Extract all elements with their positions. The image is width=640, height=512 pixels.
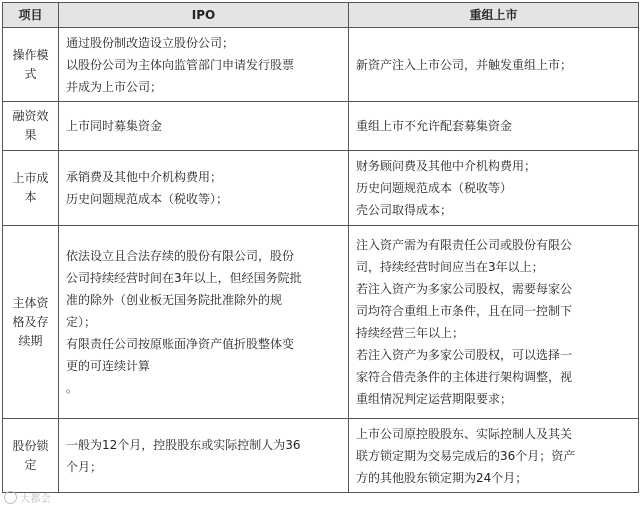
reorg-cell xyxy=(349,151,639,226)
reorg-cell-text xyxy=(356,155,631,221)
row-label-text xyxy=(12,296,48,348)
text-line: 模式 xyxy=(24,47,49,81)
text-line: 定）； xyxy=(66,315,97,329)
text-line: 股份 xyxy=(12,438,37,453)
header-ipo: IPO xyxy=(59,3,349,28)
watermark xyxy=(4,490,52,505)
ipo-cell xyxy=(59,102,349,151)
text-line: 历史问题规范成本（税收等）； xyxy=(66,192,229,206)
comparison-table xyxy=(2,2,639,493)
reorg-cell-text xyxy=(356,54,631,76)
row-label-text xyxy=(12,171,48,204)
reorg-cell-text xyxy=(356,234,631,410)
text-line: 并成为上市公司； xyxy=(66,79,163,94)
text-line: 资格 xyxy=(12,295,49,329)
text-line: 及存 xyxy=(24,314,49,329)
text-line: 更的可连续计算 xyxy=(66,359,151,373)
text-line: 续期 xyxy=(18,333,43,348)
text-line: 以股份公司为主体向监管部门申请发行股票 xyxy=(66,57,295,72)
text-line: 新资产注入上市公司，并触发重组上市； xyxy=(356,57,573,72)
ipo-cell-text xyxy=(66,32,341,98)
ipo-cell-text xyxy=(66,434,341,478)
reorg-cell xyxy=(349,28,639,102)
header-reorg: 重组上市 xyxy=(349,3,639,28)
row-label xyxy=(3,419,59,493)
text-line: 司均符合重组上市条件，且在同一控制下 xyxy=(356,304,573,318)
text-line: 个月； xyxy=(66,459,103,474)
text-line: 准的除外（创业板无国务院批准除外的规 xyxy=(66,293,283,307)
text-line: 。 xyxy=(66,381,79,395)
header-row xyxy=(3,3,639,28)
text-line: 通过股份制改造设立股份公司； xyxy=(66,35,235,50)
watermark-logo-icon xyxy=(4,491,17,504)
table-row xyxy=(3,226,639,419)
row-label xyxy=(3,102,59,151)
text-line: 若注入资产为多家公司股权，可以选择一 xyxy=(356,348,573,362)
reorg-cell-text xyxy=(356,423,631,489)
ipo-cell xyxy=(59,226,349,419)
text-line: 壳公司取得成本； xyxy=(356,203,453,217)
watermark-text: 大都会 xyxy=(20,494,52,505)
reorg-cell xyxy=(349,419,639,493)
text-line: 家符合借壳条件的主体进行架构调整，视 xyxy=(356,370,573,384)
text-line: 上市 xyxy=(12,171,37,185)
table-row xyxy=(3,151,639,226)
table-row xyxy=(3,28,639,102)
table-row xyxy=(3,102,639,151)
ipo-cell-text xyxy=(66,245,341,399)
text-line: 司，持续经营时间应当在3年以上； xyxy=(356,260,544,274)
reorg-cell xyxy=(349,226,639,419)
text-line: 持续经营三年以上； xyxy=(356,326,465,340)
ipo-cell xyxy=(59,28,349,102)
text-line: 注入资产需为有限责任公司或股份有限公 xyxy=(356,238,573,252)
row-label xyxy=(3,28,59,102)
row-label-text xyxy=(12,48,48,81)
ipo-cell-text xyxy=(66,166,341,210)
text-line: 操作 xyxy=(12,47,37,62)
text-line: 成本 xyxy=(24,171,49,204)
reorg-cell-text xyxy=(356,115,631,137)
ipo-cell-text xyxy=(66,115,341,137)
text-line: 锁定 xyxy=(24,438,49,472)
text-line: 若注入资产为多家公司股权，需要每家公 xyxy=(356,282,573,296)
text-line: 主体 xyxy=(12,295,37,310)
text-line: 有限责任公司按原账面净资产值折股整体变 xyxy=(66,337,295,351)
header-item: 项目 xyxy=(3,3,59,28)
text-line: 财务顾问费及其他中介机构费用； xyxy=(356,159,537,173)
row-label-text xyxy=(12,109,48,142)
row-label xyxy=(3,226,59,419)
reorg-cell xyxy=(349,102,639,151)
text-line: 公司持续经营时间在3年以上，但经国务院批 xyxy=(66,271,302,285)
ipo-cell xyxy=(59,151,349,226)
text-line: 历史问题规范成本（税收等） xyxy=(356,181,513,195)
text-line: 一般为12个月，控股股东或实际控制人为36 xyxy=(66,437,301,452)
row-label xyxy=(3,151,59,226)
text-line: 上市公司原控股股东、实际控制人及其关 xyxy=(356,426,573,441)
text-line: 联方锁定期为交易完成后的36个月；资产 xyxy=(356,448,576,463)
text-line: 效果 xyxy=(24,109,49,142)
text-line: 方的其他股东锁定期为24个月； xyxy=(356,470,528,485)
ipo-cell xyxy=(59,419,349,493)
text-line: 上市同时募集资金 xyxy=(66,119,163,133)
text-line: 依法设立且合法存续的股份有限公司，股份 xyxy=(66,249,295,263)
table-row xyxy=(3,419,639,493)
text-line: 重组情况判定运营期限要求； xyxy=(356,392,513,406)
text-line: 承销费及其他中介机构费用； xyxy=(66,170,223,184)
text-line: 融资 xyxy=(12,109,37,123)
row-label-text xyxy=(12,439,48,472)
text-line: 重组上市不允许配套募集资金 xyxy=(356,119,513,133)
